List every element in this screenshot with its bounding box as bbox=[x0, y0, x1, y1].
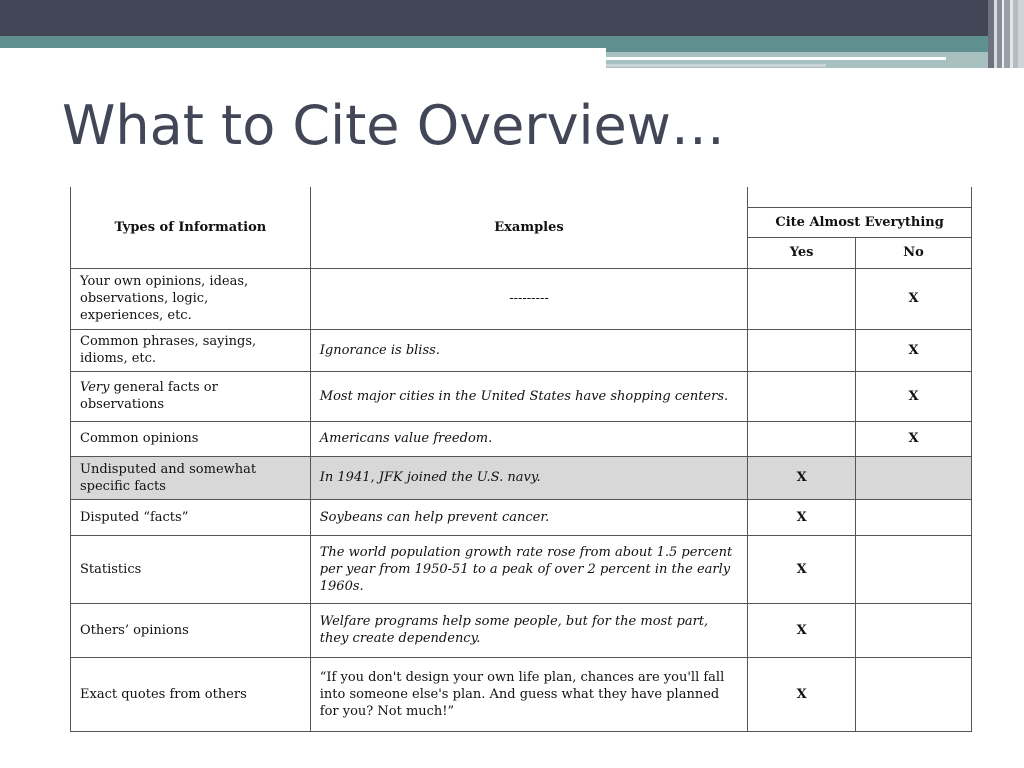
header-yes: Yes bbox=[748, 237, 856, 268]
type-line: specific facts bbox=[80, 478, 166, 494]
type-line: idioms, etc. bbox=[80, 351, 157, 366]
cell-yes: X bbox=[748, 535, 856, 603]
header-cite-group: Cite Almost Everything bbox=[748, 207, 972, 237]
type-prefix-italic: Very bbox=[80, 380, 110, 395]
cell-yes bbox=[748, 329, 856, 371]
header-accent-line bbox=[606, 57, 946, 60]
cell-example: Americans value freedom. bbox=[310, 421, 747, 456]
header-types: Types of Information bbox=[71, 187, 311, 268]
cell-yes bbox=[748, 371, 856, 421]
header-no: No bbox=[856, 237, 972, 268]
slide-title: What to Cite Overview… bbox=[62, 94, 725, 157]
type-line: Exact quotes from others bbox=[80, 686, 247, 702]
cell-no bbox=[856, 456, 972, 499]
cell-yes: X bbox=[748, 657, 856, 731]
table-row bbox=[71, 329, 972, 371]
header-examples: Examples bbox=[310, 187, 747, 268]
cell-yes: X bbox=[748, 603, 856, 657]
cell-example: Most major cities in the United States have shopping centers. bbox=[310, 371, 747, 421]
cell-no bbox=[856, 499, 972, 535]
cell-type bbox=[71, 535, 311, 603]
type-line: observations bbox=[80, 397, 165, 412]
table-row bbox=[71, 535, 972, 603]
cell-example: The world population growth rate rose from about 1.5 percent per year from 1950-51 to a peak of over 2 percent in the early 1960s. bbox=[310, 535, 747, 603]
header-blank-cell bbox=[748, 187, 972, 207]
cell-type bbox=[71, 657, 311, 731]
cell-yes bbox=[748, 268, 856, 329]
cell-type bbox=[71, 329, 311, 371]
table-row bbox=[71, 499, 972, 535]
cell-example: Welfare programs help some people, but for the most part, they create dependency. bbox=[310, 603, 747, 657]
type-line: Others’ opinions bbox=[80, 622, 189, 638]
type-line: Undisputed and somewhat bbox=[80, 461, 257, 477]
cell-yes: X bbox=[748, 456, 856, 499]
table-row bbox=[71, 456, 972, 499]
cell-no bbox=[856, 657, 972, 731]
cell-type bbox=[71, 499, 311, 535]
cell-type bbox=[71, 421, 311, 456]
cell-example: Ignorance is bliss. bbox=[310, 329, 747, 371]
cell-no: X bbox=[856, 421, 972, 456]
type-line: Statistics bbox=[80, 561, 142, 577]
cell-type bbox=[71, 456, 311, 499]
cell-example: --------- bbox=[310, 268, 747, 329]
cell-type bbox=[71, 603, 311, 657]
type-line: general facts or bbox=[109, 380, 218, 395]
cell-no: X bbox=[856, 371, 972, 421]
cell-type bbox=[71, 268, 311, 329]
cell-no bbox=[856, 535, 972, 603]
cell-example: “If you don't design your own life plan, chances are you'll fall into someone else's plan. And guess what they have planned for you? Not much!” bbox=[310, 657, 747, 731]
type-line: observations, logic, bbox=[80, 291, 209, 306]
type-line: Disputed “facts” bbox=[80, 509, 189, 525]
cell-yes: X bbox=[748, 499, 856, 535]
table-row bbox=[71, 371, 972, 421]
header-dark-bar bbox=[0, 0, 1024, 36]
cell-no bbox=[856, 603, 972, 657]
cell-type bbox=[71, 371, 311, 421]
cell-no: X bbox=[856, 329, 972, 371]
type-line: Your own opinions, ideas, bbox=[80, 274, 249, 289]
cell-yes bbox=[748, 421, 856, 456]
cell-example: Soybeans can help prevent cancer. bbox=[310, 499, 747, 535]
header-accent-line-2 bbox=[606, 64, 826, 67]
table-row bbox=[71, 603, 972, 657]
type-line: experiences, etc. bbox=[80, 308, 192, 323]
cell-example: In 1941, JFK joined the U.S. navy. bbox=[310, 456, 747, 499]
citation-table bbox=[70, 187, 972, 732]
header-teal-bar-right bbox=[606, 36, 1024, 52]
header-stripes bbox=[988, 0, 1024, 68]
type-line: Common opinions bbox=[80, 431, 199, 446]
cell-no: X bbox=[856, 268, 972, 329]
table-row bbox=[71, 268, 972, 329]
type-line: Common phrases, sayings, bbox=[80, 334, 257, 349]
table-row bbox=[71, 657, 972, 731]
table-row bbox=[71, 421, 972, 456]
